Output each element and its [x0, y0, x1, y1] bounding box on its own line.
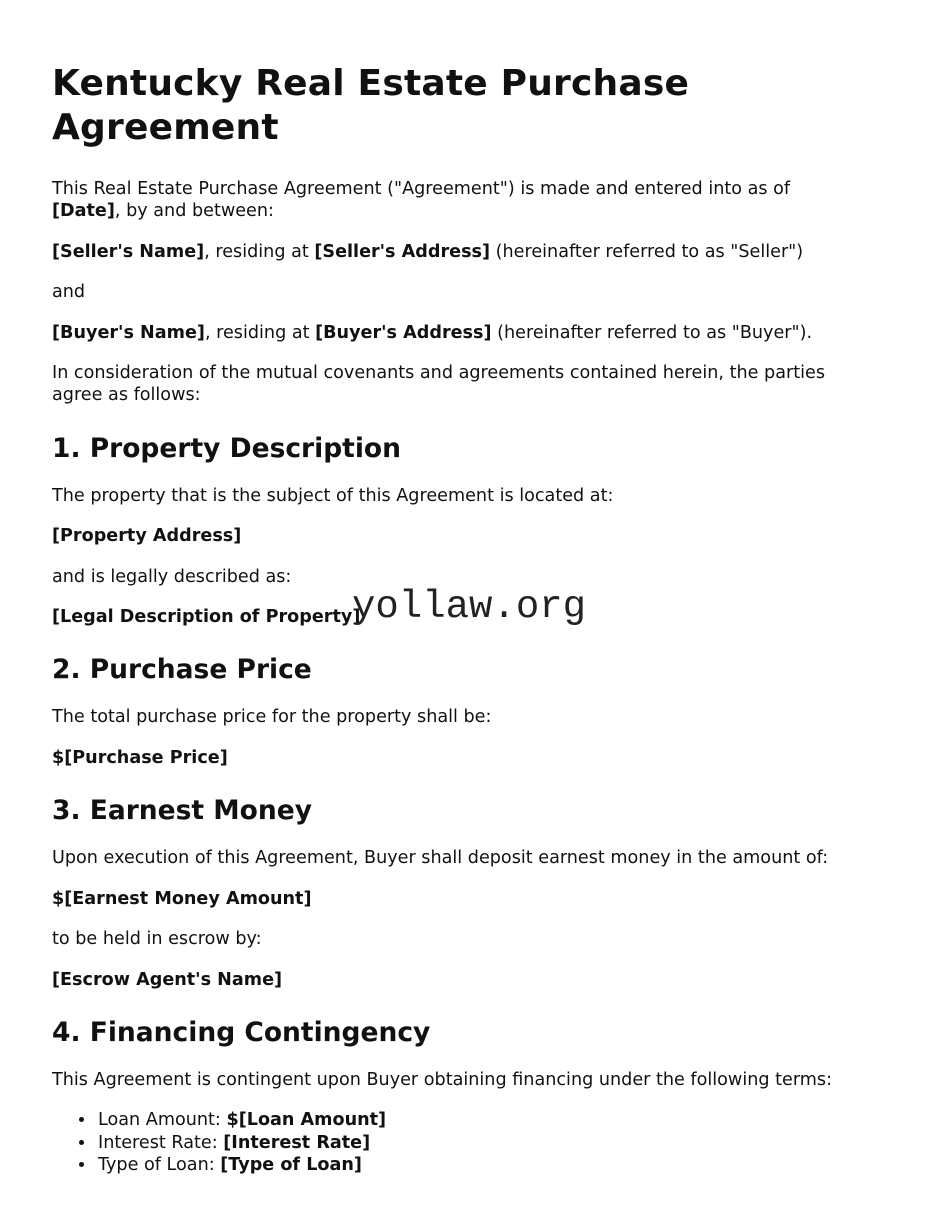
- property-address-placeholder: [Property Address]: [52, 526, 242, 547]
- paragraph-property-located-at: The property that is the subject of this Agreement is located at:: [52, 485, 614, 506]
- and-connector: and: [52, 282, 86, 303]
- section-property-description: [52, 433, 891, 629]
- legal-description-placeholder: [Legal Description of Property]: [52, 607, 361, 628]
- section-heading-purchase-price: 2. Purchase Price: [52, 654, 312, 686]
- interest-rate-item: • Interest Rate: [Interest Rate]: [96, 1132, 891, 1154]
- section-purchase-price: [52, 654, 891, 769]
- section-heading-property-description: 1. Property Description: [52, 432, 402, 464]
- section-heading-earnest-money: 3. Earnest Money: [52, 795, 312, 827]
- section-financing-contingency: [52, 1017, 891, 1177]
- paragraph-financing-terms: This Agreement is contingent upon Buyer obtaining financing under the following terms:: [52, 1069, 833, 1090]
- financing-terms-list: [52, 1109, 891, 1176]
- purchase-price-placeholder: $[Purchase Price]: [52, 747, 228, 768]
- consideration-paragraph: In consideration of the mutual covenants and agreements contained herein, the parties agree as follows:: [52, 363, 825, 406]
- paragraph-held-in-escrow: to be held in escrow by:: [52, 929, 262, 950]
- loan-amount-item: • Loan Amount: $[Loan Amount]: [96, 1109, 891, 1131]
- seller-line: [Seller's Name], residing at [Seller's Address] (hereinafter referred to as "Seller"): [52, 241, 804, 262]
- escrow-agent-name-placeholder: [Escrow Agent's Name]: [52, 969, 283, 990]
- watermark: yollaw.org: [352, 585, 587, 629]
- section-earnest-money: [52, 795, 891, 991]
- paragraph-earnest-money-deposit: Upon execution of this Agreement, Buyer shall deposit earnest money in the amount of:: [52, 848, 829, 869]
- buyer-line: [Buyer's Name], residing at [Buyer's Address] (hereinafter referred to as "Buyer").: [52, 322, 813, 343]
- section-heading-financing-contingency: 4. Financing Contingency: [52, 1016, 431, 1048]
- earnest-money-amount-placeholder: $[Earnest Money Amount]: [52, 888, 312, 909]
- intro-paragraph: This Real Estate Purchase Agreement ("Agreement") is made and entered into as of [Date], by and between:: [52, 179, 791, 222]
- type-of-loan-item: • Type of Loan: [Type of Loan]: [96, 1154, 891, 1176]
- document-title: Kentucky Real Estate Purchase Agreement: [52, 63, 690, 148]
- paragraph-legally-described-as: and is legally described as:: [52, 566, 292, 587]
- paragraph-total-purchase-price: The total purchase price for the property shall be:: [52, 707, 492, 728]
